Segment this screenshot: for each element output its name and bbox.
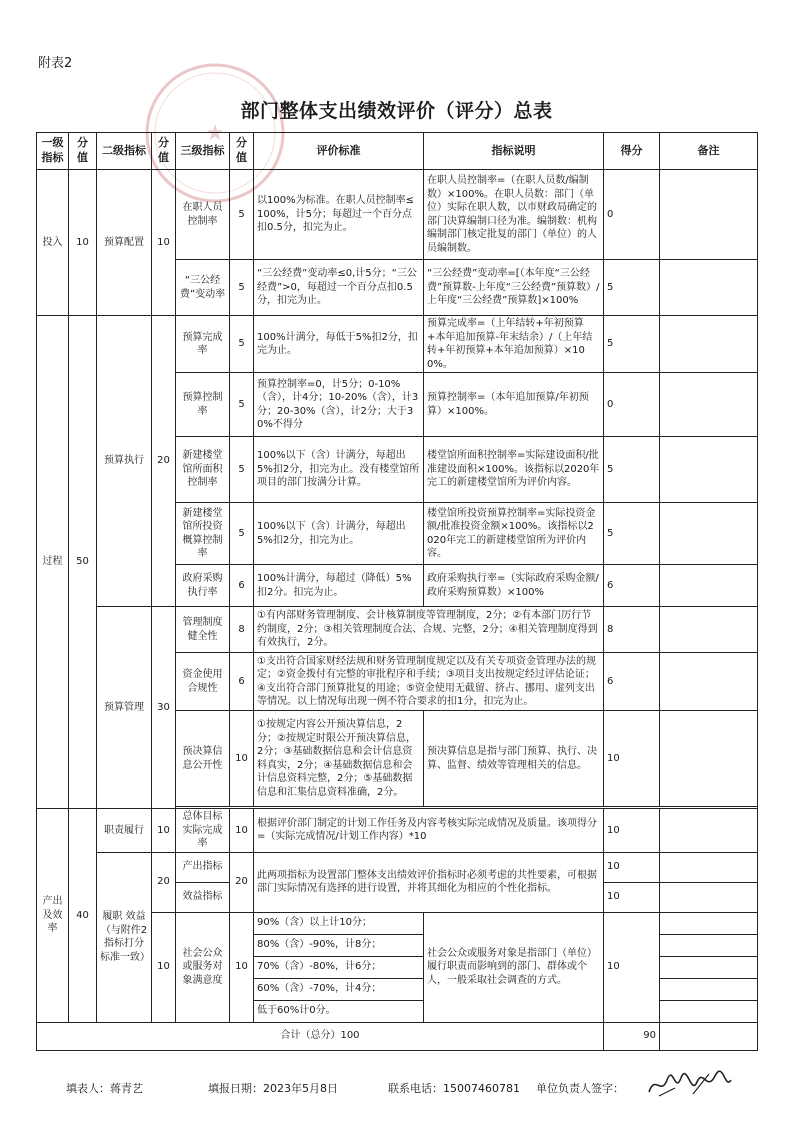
level2-budget-mgmt-score: 30 — [152, 607, 176, 809]
level2-budget-exec: 预算执行 — [97, 316, 152, 607]
level2-budget-exec-score: 20 — [152, 316, 176, 607]
level3-score: 10 — [230, 809, 254, 853]
score-cell: 6 — [604, 653, 660, 711]
level2-budget-mgmt: 预算管理 — [97, 607, 152, 809]
remark-cell — [660, 503, 758, 565]
score-cell: 5 — [604, 260, 660, 316]
score-cell: 6 — [604, 565, 660, 607]
satisfaction-level: 70%（含）-80%，计6分； — [254, 956, 424, 978]
header-cell: 指标说明 — [424, 133, 604, 170]
remark-cell — [660, 316, 758, 373]
fill-date: 填报日期：2023年5月8日 — [208, 1082, 338, 1095]
remark-cell — [660, 934, 758, 956]
level1-output-score: 40 — [69, 809, 97, 1023]
level3-name: 产出指标 — [176, 852, 230, 882]
header-cell: 二级指标 — [97, 133, 152, 170]
level3-score: 5 — [230, 170, 254, 260]
standard-cell: 预算控制率=0，计5分；0-10%（含），计4分；10-20%（含），计3分；20-30%（含），计2分；大于30%不得分 — [254, 373, 424, 437]
level3-name: 预算控制率 — [176, 373, 230, 437]
level2-score: 10 — [152, 912, 176, 1022]
level3-score: 5 — [230, 437, 254, 503]
score-cell: 10 — [604, 912, 660, 1022]
level3-score: 5 — [230, 503, 254, 565]
remark-cell — [660, 565, 758, 607]
handwritten-signature-icon — [645, 1066, 735, 1102]
desc-cell: 社会公众或服务对象是指部门（单位）履行职责而影响到的部门、群体或个人，一般采取社会调查的方式。 — [424, 912, 604, 1022]
remark-cell — [660, 437, 758, 503]
page-title: 部门整体支出绩效评价（评分）总表 — [240, 100, 553, 122]
level3-name: “三公经费”变动率 — [176, 260, 230, 316]
level3-score: 10 — [230, 711, 254, 807]
level3-name: 新建楼堂馆所投资概算控制率 — [176, 503, 230, 565]
remark-cell — [660, 956, 758, 978]
level3-score: 5 — [230, 260, 254, 316]
standard-cell: 100%计满分，每超过（降低）5%扣2分。扣完为止。 — [254, 565, 424, 607]
level2-duty: 职责履行 — [97, 809, 152, 853]
level1-process-score: 50 — [69, 316, 97, 809]
remark-cell — [660, 653, 758, 711]
level2-budget-config-score: 10 — [152, 170, 176, 316]
header-cell: 一级指标 — [37, 133, 69, 170]
remark-cell — [660, 711, 758, 807]
level3-name: 政府采购执行率 — [176, 565, 230, 607]
score-cell: 0 — [604, 170, 660, 260]
score-cell: 10 — [604, 809, 660, 853]
header-cell: 备注 — [660, 133, 758, 170]
filler: 填表人：蒋青艺 — [66, 1082, 143, 1095]
level2-performance: 履职 效益（与附件2指标打分标准一致） — [97, 852, 152, 1022]
standard-cell: ①支出符合国家财经法规和财务管理制度规定以及有关专项资金管理办法的规定；②资金拨付有完整的审批程序和手续；③项目支出按规定经过评估论证；④支出符合部门预算批复的用途；⑤资金使用无截留、挤占、挪用、虚列支出等情况。以上情况每出现一例不符合要求的扣1分，扣完为止。 — [254, 653, 604, 711]
leader-signature-label: 单位负责人签字： — [536, 1082, 624, 1095]
total-row — [37, 1022, 758, 1050]
desc-cell: 在职人员控制率=（在职人员数/编制数）×100%。在职人员数：部门（单位）实际在职人数，以市财政局确定的部门决算编制口径为准。编制数：机构编制部门核定批复的部门（单位）的人员编制数。 — [424, 170, 604, 260]
score-cell: 10 — [604, 852, 660, 882]
score-cell: 5 — [604, 316, 660, 373]
attachment-label: 附表2 — [38, 56, 73, 71]
header-cell: 三级指标 — [176, 133, 230, 170]
level3-name: 新建楼堂馆所面积控制率 — [176, 437, 230, 503]
satisfaction-level: 90%（含）以上计10分； — [254, 912, 424, 934]
table-row — [37, 170, 758, 260]
level3-score: 6 — [230, 565, 254, 607]
remark-cell — [660, 1022, 758, 1050]
remark-cell — [660, 978, 758, 1000]
satisfaction-level: 80%（含）-90%，计8分； — [254, 934, 424, 956]
remark-cell — [660, 912, 758, 934]
remark-cell — [660, 170, 758, 260]
desc-cell: 楼堂馆所投资预算控制率=实际投资金额/批准投资金额×100%。该指标以2020年完工的新建楼堂馆所为评价内容。 — [424, 503, 604, 565]
evaluation-table — [36, 132, 758, 1051]
level3-name: 资金使用合规性 — [176, 653, 230, 711]
remark-cell — [660, 373, 758, 437]
level1-process: 过程 — [37, 316, 69, 809]
level3-name: 社会公众或服务对象满意度 — [176, 912, 230, 1022]
header-cell: 分值 — [152, 133, 176, 170]
score-cell: 5 — [604, 437, 660, 503]
desc-cell: “三公经费”变动率=[（本年度“三公经费”预算数-上年度“三公经费”预算数）/上年度“三公经费”预算数]×100% — [424, 260, 604, 316]
total-label: 合计（总分）100 — [37, 1022, 604, 1050]
level3-score: 5 — [230, 316, 254, 373]
level3-score: 10 — [230, 912, 254, 1022]
standard-cell: 100%计满分，每低于5%扣2分，扣完为止。 — [254, 316, 424, 373]
svg-text:★: ★ — [205, 121, 225, 146]
level2-duty-score: 10 — [152, 809, 176, 853]
level1-input: 投入 — [37, 170, 69, 316]
level1-input-score: 10 — [69, 170, 97, 316]
satisfaction-level: 低于60%计0分。 — [254, 1000, 424, 1022]
remark-cell — [660, 260, 758, 316]
level3-name: 预决算信息公开性 — [176, 711, 230, 807]
standard-cell: 以100%为标准。在职人员控制率≤100%，计5分；每超过一个百分点扣0.5分，扣完为止。 — [254, 170, 424, 260]
remark-cell — [660, 1000, 758, 1022]
desc-cell: 政府采购执行率=（实际政府采购金额/政府采购预算数）×100% — [424, 565, 604, 607]
satisfaction-level: 60%（含）-70%，计4分； — [254, 978, 424, 1000]
header-cell: 得分 — [604, 133, 660, 170]
level2-budget-config: 预算配置 — [97, 170, 152, 316]
level3-name: 管理制度健全性 — [176, 607, 230, 653]
remark-cell — [660, 809, 758, 853]
header-cell: 分值 — [69, 133, 97, 170]
standard-cell: 此两项指标为设置部门整体支出绩效评价指标时必须考虑的共性要素，可根据部门实际情况有选择的进行设置，并将其细化为相应的个性化指标。 — [254, 852, 604, 912]
remark-cell — [660, 607, 758, 653]
standard-cell: ①有内部财务管理制度、会计核算制度等管理制度，2分；②有本部门厉行节约制度，2分；③相关管理制度合法、合规、完整，2分；④相关管理制度得到有效执行，2分。 — [254, 607, 604, 653]
standard-cell: “三公经费”变动率≤0,计5分；“三公经费”>0，每超过一个百分点扣0.5分，扣完为止。 — [254, 260, 424, 316]
level3-score: 5 — [230, 373, 254, 437]
desc-cell: 预算控制率=（本年追加预算/年初预算）×100%。 — [424, 373, 604, 437]
standard-cell: 根据评价部门制定的计划工作任务及内容考核实际完成情况及质量。该项得分=（实际完成情况/计划工作内容）*10 — [254, 809, 604, 853]
table-row — [37, 809, 758, 853]
remark-cell — [660, 852, 758, 882]
header-row — [37, 133, 758, 170]
level3-score: 6 — [230, 653, 254, 711]
level3-score: 8 — [230, 607, 254, 653]
header-cell: 评价标准 — [254, 133, 424, 170]
table-row — [37, 316, 758, 373]
standard-cell: 100%以下（含）计满分，每超出5%扣2分，扣完为止。 — [254, 503, 424, 565]
desc-cell: 预算完成率=（上年结转+年初预算+本年追加预算-年末结余）/（上年结转+年初预算+本年追加预算）×100%。 — [424, 316, 604, 373]
contact-phone: 联系电话：15007460781 — [388, 1082, 520, 1095]
level3-name: 效益指标 — [176, 882, 230, 912]
remark-cell — [660, 882, 758, 912]
score-cell: 5 — [604, 503, 660, 565]
level1-output: 产出及效率 — [37, 809, 69, 1023]
level3-score: 20 — [230, 852, 254, 912]
score-cell: 0 — [604, 373, 660, 437]
desc-cell: 楼堂馆所面积控制率=实际建设面积/批准建设面积×100%。该指标以2020年完工的新建楼堂馆所为评价内容。 — [424, 437, 604, 503]
level2-score: 20 — [152, 852, 176, 912]
score-cell: 10 — [604, 882, 660, 912]
total-score: 90 — [604, 1022, 660, 1050]
score-cell: 8 — [604, 607, 660, 653]
desc-cell: 预决算信息是指与部门预算、执行、决算、监督、绩效等管理相关的信息。 — [424, 711, 604, 807]
level3-name: 预算完成率 — [176, 316, 230, 373]
level3-name: 在职人员控制率 — [176, 170, 230, 260]
level3-name: 总体目标实际完成率 — [176, 809, 230, 853]
table-row — [37, 852, 758, 882]
table-row — [37, 607, 758, 653]
standard-cell: 100%以下（含）计满分，每超出5%扣2分，扣完为止。没有楼堂馆所项目的部门按满分计算。 — [254, 437, 424, 503]
standard-cell: ①按规定内容公开预决算信息，2分；②按规定时限公开预决算信息，2分；③基础数据信息和会计信息资料真实，2分；④基础数据信息和会计信息资料完整，2分；⑤基础数据信息和汇集信息资料准确，2分。 — [254, 711, 424, 807]
score-cell: 10 — [604, 711, 660, 807]
header-cell: 分值 — [230, 133, 254, 170]
